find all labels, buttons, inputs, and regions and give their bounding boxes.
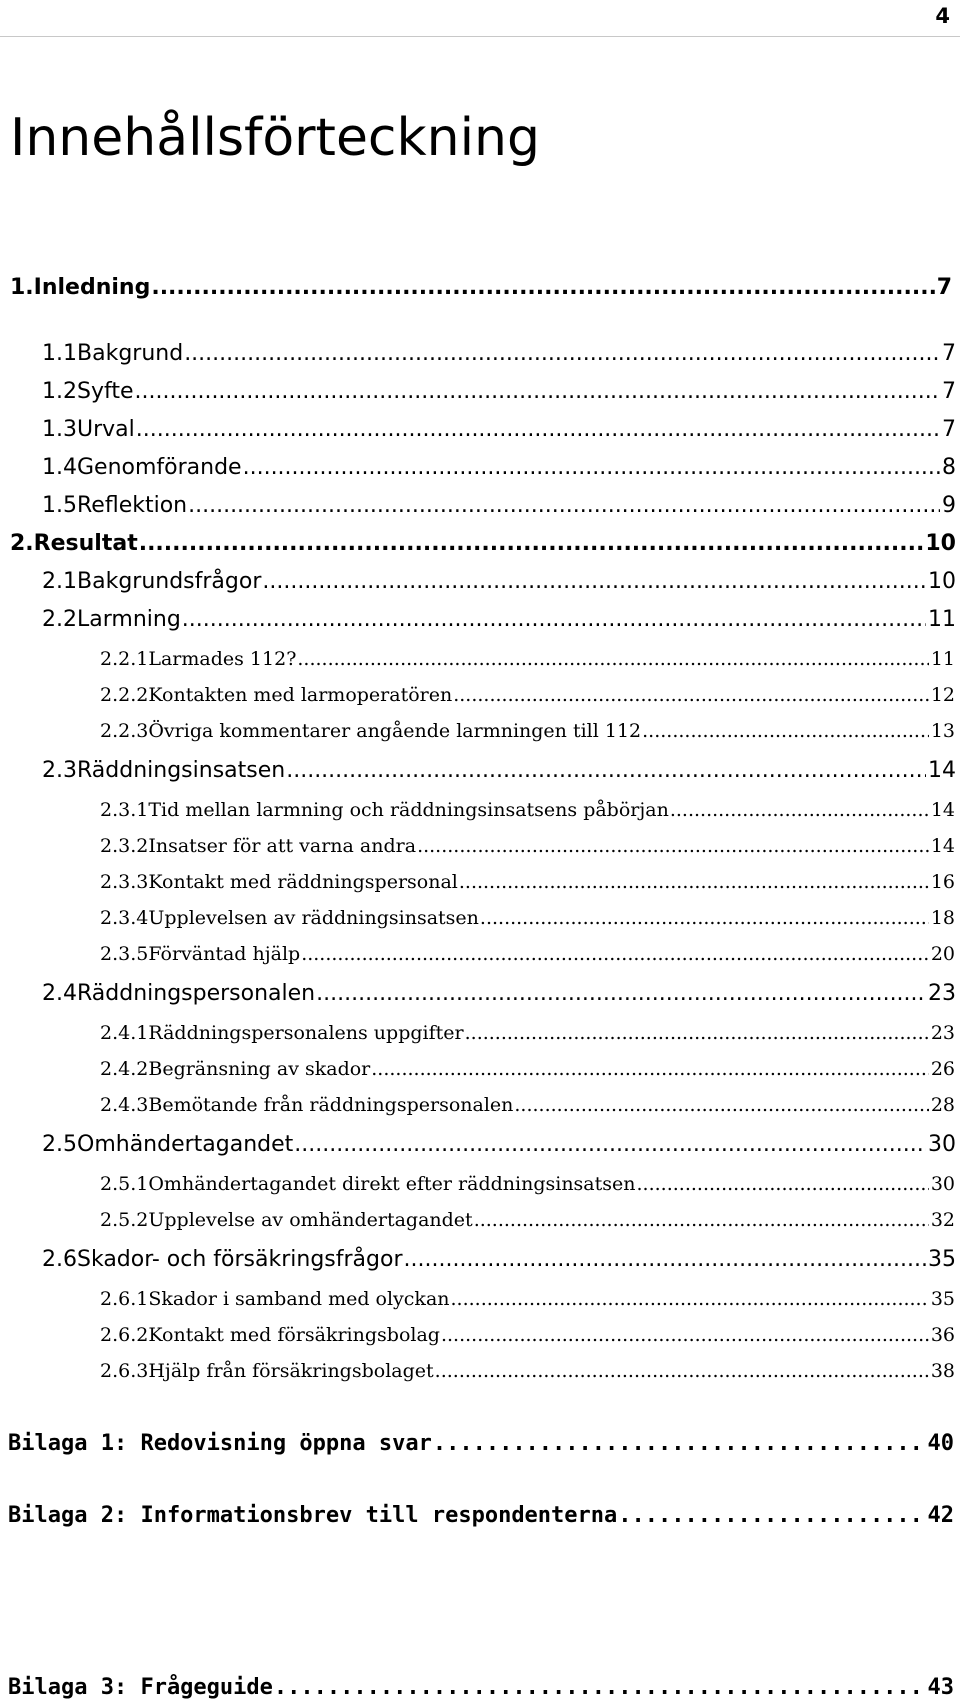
dot-leader (465, 1022, 929, 1044)
dot-leader (459, 871, 929, 893)
toc-entry-2-5[interactable] (42, 1132, 956, 1157)
toc-label: Bakgrundsfrågor (77, 569, 262, 594)
toc-entry-1-2[interactable] (42, 379, 956, 404)
toc-page: 23 (930, 1022, 955, 1044)
toc-label: Bakgrund (77, 341, 184, 366)
toc-number: 2.6 (42, 1247, 77, 1272)
toc-number: 2.2 (42, 607, 77, 632)
toc-label: Inledning (33, 275, 151, 300)
dot-leader (274, 1675, 926, 1700)
toc-number: 2.3.5 (100, 943, 149, 965)
dot-leader (184, 341, 940, 366)
toc-entry-2-2-2[interactable] (100, 684, 955, 706)
toc-label: Bemötande från räddningspersonalen (148, 1094, 514, 1116)
toc-page: 20 (930, 943, 955, 965)
header-rule (0, 36, 960, 37)
toc-page: 7 (942, 341, 956, 366)
toc-page: 11 (930, 648, 955, 670)
toc-label: Skador i samband med olyckan (148, 1288, 450, 1310)
toc-entry-2-2-3[interactable] (100, 720, 955, 742)
dot-leader (642, 720, 929, 742)
toc-number: 2.3.3 (100, 871, 149, 893)
toc-entry-2-3-1[interactable] (100, 799, 955, 821)
toc-entry-bilaga-1[interactable] (8, 1431, 954, 1456)
toc-page: 14 (928, 758, 956, 783)
toc-label: Räddningspersonalen (77, 981, 316, 1006)
toc-page: 14 (930, 835, 955, 857)
toc-page: 18 (930, 907, 955, 929)
toc-entry-1-3[interactable] (42, 417, 956, 442)
dot-leader (453, 684, 929, 706)
toc-number: 2.3.4 (100, 907, 149, 929)
page-number: 4 (935, 4, 950, 28)
toc-label: Räddningsinsatsen (77, 758, 286, 783)
toc-entry-2-3-4[interactable] (100, 907, 955, 929)
toc-label: Insatser för att varna andra (148, 835, 417, 857)
toc-entry-2-4[interactable] (42, 981, 956, 1006)
toc-page: 43 (927, 1675, 954, 1700)
dot-leader (371, 1058, 929, 1080)
toc-label: Urval (77, 417, 135, 442)
toc-entry-2-3[interactable] (42, 758, 956, 783)
toc-page: 42 (927, 1503, 954, 1528)
toc-entry-2[interactable] (10, 531, 956, 556)
toc-label: Resultat (33, 531, 138, 556)
toc-label: Skador- och försäkringsfrågor (77, 1247, 403, 1272)
page-header (0, 0, 960, 40)
toc-number: 2.2.1 (100, 648, 149, 670)
toc-number: 2.5 (42, 1132, 77, 1157)
toc-number: 2.3.2 (100, 835, 149, 857)
toc-page: 7 (942, 417, 956, 442)
toc-page: 35 (928, 1247, 956, 1272)
toc-number: 2.4 (42, 981, 77, 1006)
toc-entry-2-2[interactable] (42, 607, 956, 632)
toc-number: 2.5.1 (100, 1173, 149, 1195)
toc-label: Reflektion (77, 493, 188, 518)
toc-number: 2.4.1 (100, 1022, 149, 1044)
toc-label: Kontakt med räddningspersonal (148, 871, 458, 893)
toc-entry-1[interactable] (10, 275, 952, 300)
toc-entry-2-3-5[interactable] (100, 943, 955, 965)
dot-leader (139, 531, 924, 556)
dot-leader (451, 1288, 929, 1310)
toc-label: Begränsning av skador (148, 1058, 371, 1080)
toc-entry-2-4-2[interactable] (100, 1058, 955, 1080)
toc-number: 1.3 (42, 417, 77, 442)
toc-label: Kontakt med försäkringsbolag (148, 1324, 440, 1346)
toc-page: 26 (930, 1058, 955, 1080)
dot-leader (294, 1132, 926, 1157)
dot-leader (182, 607, 926, 632)
toc-number: 2.2.2 (100, 684, 149, 706)
toc-label: Bilaga 3: Frågeguide (8, 1675, 273, 1700)
toc-page: 23 (928, 981, 956, 1006)
page-title: Innehållsförteckning (10, 108, 541, 168)
toc-label: Kontakten med larmoperatören (148, 684, 453, 706)
toc-page: 9 (942, 493, 956, 518)
toc-label: Upplevelsen av räddningsinsatsen (148, 907, 479, 929)
toc-entry-1-5[interactable] (42, 493, 956, 518)
toc-label: Genomförande (77, 455, 242, 480)
dot-leader (670, 799, 929, 821)
dot-leader (514, 1094, 928, 1116)
toc-page: 35 (930, 1288, 955, 1310)
toc-page: 14 (930, 799, 955, 821)
toc-number: 2.3 (42, 758, 77, 783)
toc-entry-2-6-1[interactable] (100, 1288, 955, 1310)
toc-label: Syfte (77, 379, 134, 404)
toc-label: Bilaga 2: Informationsbrev till respondenterna (8, 1503, 618, 1528)
toc-number: 2.6.1 (100, 1288, 149, 1310)
toc-entry-2-6-2[interactable] (100, 1324, 955, 1346)
toc-label: Övriga kommentarer angående larmningen till 112 (148, 720, 642, 742)
toc-entry-2-6[interactable] (42, 1247, 956, 1272)
toc-entry-2-5-2[interactable] (100, 1209, 955, 1231)
toc-label: Larmades 112? (148, 648, 297, 670)
toc-entry-bilaga-2[interactable] (8, 1503, 954, 1528)
dot-leader (480, 907, 929, 929)
dot-leader (262, 569, 926, 594)
toc-page: 32 (930, 1209, 955, 1231)
toc-number: 2.4.2 (100, 1058, 149, 1080)
toc-label: Bilaga 1: Redovisning öppna svar (8, 1431, 432, 1456)
toc-page: 30 (930, 1173, 955, 1195)
dot-leader (433, 1431, 926, 1456)
dot-leader (286, 758, 926, 783)
toc-label: Hjälp från försäkringsbolaget (148, 1360, 434, 1382)
toc-entry-2-6-3[interactable] (100, 1360, 955, 1382)
toc-number: 1.4 (42, 455, 77, 480)
toc-label: Tid mellan larmning och räddningsinsatsens påbörjan (148, 799, 669, 821)
toc-entry-2-2-1[interactable] (100, 648, 955, 670)
dot-leader (435, 1360, 929, 1382)
dot-leader (316, 981, 926, 1006)
toc-page: 30 (928, 1132, 956, 1157)
toc-page: 13 (930, 720, 955, 742)
dot-leader (135, 379, 940, 404)
toc-label: Upplevelse av omhändertagandet (148, 1209, 473, 1231)
dot-leader (618, 1503, 925, 1528)
toc-page: 10 (925, 531, 956, 556)
toc-entry-2-5-1[interactable] (100, 1173, 955, 1195)
toc-label: Förväntad hjälp (148, 943, 301, 965)
toc-entry-1-1[interactable] (42, 341, 956, 366)
dot-leader (151, 275, 934, 300)
toc-entry-2-4-1[interactable] (100, 1022, 955, 1044)
toc-number: 2.2.3 (100, 720, 149, 742)
toc-number: 1. (10, 275, 34, 300)
toc-page: 12 (930, 684, 955, 706)
dot-leader (417, 835, 929, 857)
toc-label: Omhändertagandet (77, 1132, 294, 1157)
dot-leader (297, 648, 928, 670)
dot-leader (301, 943, 929, 965)
toc-label: Räddningspersonalens uppgifter (148, 1022, 464, 1044)
toc-page: 11 (928, 607, 956, 632)
dot-leader (404, 1247, 927, 1272)
toc-number: 2.4.3 (100, 1094, 149, 1116)
toc-entry-bilaga-3[interactable] (8, 1675, 954, 1700)
toc-number: 2.5.2 (100, 1209, 149, 1231)
toc-label: Omhändertagandet direkt efter räddningsinsatsen (148, 1173, 636, 1195)
toc-page: 36 (930, 1324, 955, 1346)
toc-number: 2.3.1 (100, 799, 149, 821)
toc-number: 2.6.2 (100, 1324, 149, 1346)
toc-page: 7 (942, 379, 956, 404)
toc-number: 1.1 (42, 341, 77, 366)
toc-entry-1-4[interactable] (42, 455, 956, 480)
toc-number: 2.1 (42, 569, 77, 594)
toc-label: Larmning (77, 607, 181, 632)
toc-entry-2-3-3[interactable] (100, 871, 955, 893)
toc-page: 40 (927, 1431, 954, 1456)
dot-leader (243, 455, 940, 480)
dot-leader (441, 1324, 929, 1346)
toc-number: 2.6.3 (100, 1360, 149, 1382)
toc-page: 28 (930, 1094, 955, 1116)
dot-leader (136, 417, 940, 442)
toc-page: 16 (930, 871, 955, 893)
toc-number: 1.5 (42, 493, 77, 518)
toc-entry-2-4-3[interactable] (100, 1094, 955, 1116)
dot-leader (188, 493, 940, 518)
dot-leader (474, 1209, 929, 1231)
toc-number: 1.2 (42, 379, 77, 404)
toc-page: 8 (942, 455, 956, 480)
toc-page: 7 (936, 275, 952, 300)
toc-page: 10 (928, 569, 956, 594)
toc-number: 2. (10, 531, 34, 556)
toc-entry-2-1[interactable] (42, 569, 956, 594)
toc-entry-2-3-2[interactable] (100, 835, 955, 857)
toc-page: 38 (930, 1360, 955, 1382)
dot-leader (637, 1173, 929, 1195)
